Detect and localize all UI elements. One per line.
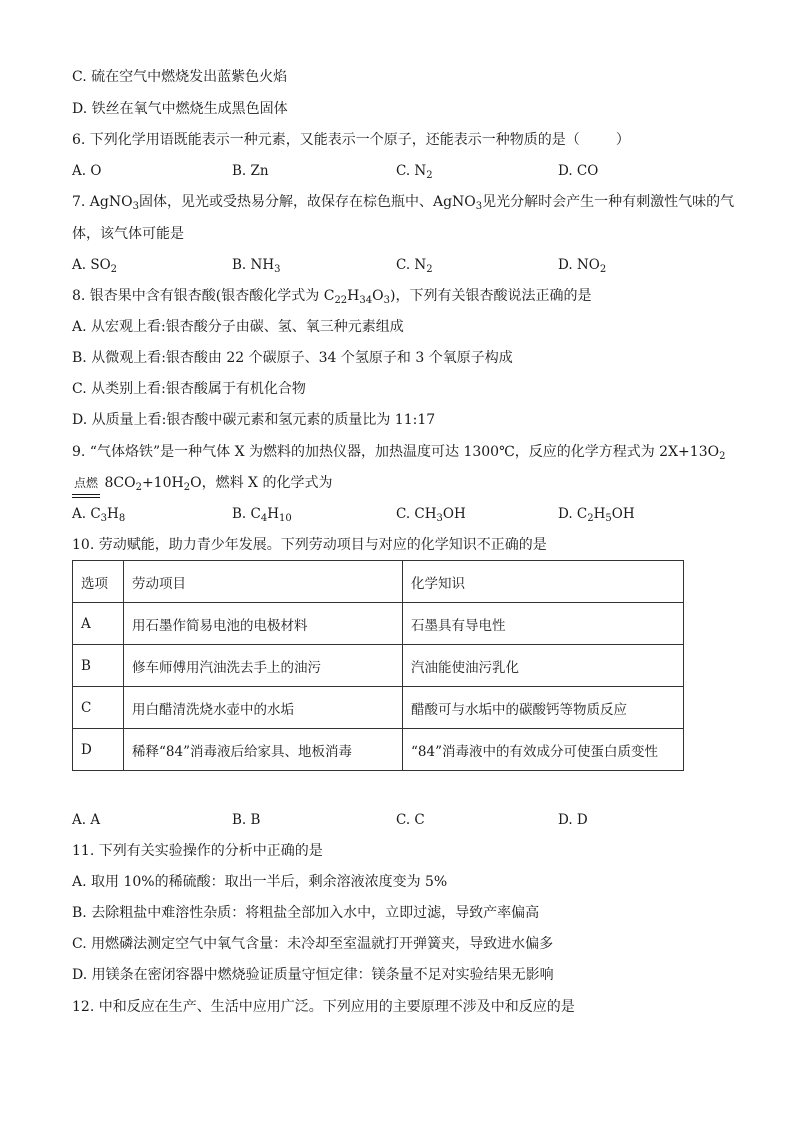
table-header: 劳动项目 bbox=[124, 561, 403, 603]
table-row bbox=[73, 603, 684, 645]
q9-option-d: D. $C_2H_5OH$ bbox=[558, 506, 635, 524]
ignite-condition: 点燃 bbox=[74, 476, 99, 490]
q10-option-c: C. C bbox=[396, 812, 425, 828]
question-11: 11. 下列有关实验操作的分析中正确的是 bbox=[72, 843, 323, 859]
table-cell: A bbox=[73, 603, 124, 645]
question-9-line2: 点燃 $8CO_2+10H_2O$，燃料 X 的化学式为 bbox=[74, 475, 333, 493]
question-10: 10. 劳动赋能，助力青少年发展。下列劳动项目与对应的化学知识不正确的是 bbox=[72, 537, 547, 553]
q9-options bbox=[72, 505, 712, 523]
q11-option-d: D. 用镁条在密闭容器中燃烧验证质量守恒定律：镁条量不足对实验结果无影响 bbox=[72, 967, 554, 983]
question-7-line2: 体，该气体可能是 bbox=[72, 226, 184, 242]
q10-options bbox=[72, 811, 712, 829]
q6-option-d: D. CO bbox=[558, 163, 599, 179]
table-cell: B bbox=[73, 645, 124, 687]
q6-option-b: B. Zn bbox=[232, 163, 269, 179]
table-row bbox=[73, 645, 684, 687]
question-8: 8. 银杏果中含有银杏酸(银杏酸化学式为 $C_{22}H_{34}O_3$)，下列有关银杏酸说法正确的是 bbox=[72, 288, 592, 306]
q6-option-c: C. $N_2$ bbox=[396, 163, 433, 181]
q9-option-a: A. $C_3H_8$ bbox=[72, 506, 126, 524]
q11-option-b: B. 去除粗盐中难溶性杂质：将粗盐全部加入水中，立即过滤，导致产率偏高 bbox=[72, 905, 540, 921]
table-cell: “84”消毒液中的有效成分可使蛋白质变性 bbox=[403, 729, 684, 771]
q7-option-a: A. $SO_2$ bbox=[72, 257, 118, 275]
question-6: 6. 下列化学用语既能表示一种元素，又能表示一个原子，还能表示一种物质的是（ ） bbox=[72, 132, 630, 148]
q8-option-d: D. 从质量上看:银杏酸中碳元素和氢元素的质量比为 11:17 bbox=[72, 412, 436, 428]
table-row bbox=[73, 687, 684, 729]
table-cell: 用石墨作简易电池的电极材料 bbox=[124, 603, 403, 645]
table-cell: 用白醋清洗烧水壶中的水垢 bbox=[124, 687, 403, 729]
table-header: 化学知识 bbox=[403, 561, 684, 603]
table-row bbox=[73, 729, 684, 771]
q10-option-d: D. D bbox=[558, 812, 588, 828]
q7-options bbox=[72, 256, 712, 274]
q9-option-c: C. $CH_3OH$ bbox=[396, 506, 466, 524]
q7-option-c: C. $N_2$ bbox=[396, 257, 433, 275]
q11-option-c: C. 用燃磷法测定空气中氧气含量：未冷却至室温就打开弹簧夹，导致进水偏多 bbox=[72, 936, 554, 952]
q5-option-c: C. 硫在空气中燃烧发出蓝紫色火焰 bbox=[72, 69, 288, 85]
question-12: 12. 中和反应在生产、生活中应用广泛。下列应用的主要原理不涉及中和反应的是 bbox=[72, 999, 575, 1015]
table-header-row bbox=[73, 561, 684, 603]
labor-knowledge-table bbox=[72, 560, 684, 771]
q10-option-a: A. A bbox=[72, 812, 101, 828]
table-cell: 稀释“84”消毒液后给家具、地板消毒 bbox=[124, 729, 403, 771]
q7-option-b: B. $NH_3$ bbox=[232, 257, 281, 275]
table-cell: 汽油能使油污乳化 bbox=[403, 645, 684, 687]
q11-option-a: A. 取用 10%的稀硫酸：取出一半后，剩余溶液浓度变为 5% bbox=[72, 874, 448, 890]
q7-option-d: D. $NO_2$ bbox=[558, 257, 607, 275]
table-cell: C bbox=[73, 687, 124, 729]
q8-option-b: B. 从微观上看:银杏酸由 22 个碳原子、34 个氢原子和 3 个氧原子构成 bbox=[72, 350, 513, 366]
q10-option-b: B. B bbox=[232, 812, 261, 828]
q6-options bbox=[72, 162, 712, 180]
table-cell: 修车师傅用汽油洗去手上的油污 bbox=[124, 645, 403, 687]
q6-option-a: A. O bbox=[72, 163, 102, 179]
table-cell: 醋酸可与水垢中的碳酸钙等物质反应 bbox=[403, 687, 684, 729]
table-header: 选项 bbox=[73, 561, 124, 603]
question-7: 7. AgNO$_3$固体，见光或受热易分解，故保存在棕色瓶中、AgNO$_3$见光分解时会产生一种有刺激性气味的气 bbox=[72, 194, 735, 212]
q9-option-b: B. $C_4H_{10}$ bbox=[232, 506, 292, 524]
q8-option-c: C. 从类别上看:银杏酸属于有机化合物 bbox=[72, 381, 306, 397]
q8-option-a: A. 从宏观上看:银杏酸分子由碳、氢、氧三种元素组成 bbox=[72, 319, 404, 335]
table-cell: 石墨具有导电性 bbox=[403, 603, 684, 645]
q5-option-d: D. 铁丝在氧气中燃烧生成黑色固体 bbox=[72, 101, 288, 117]
table-cell: D bbox=[73, 729, 124, 771]
question-9: 9. “气体烙铁”是一种气体 X 为燃料的加热仪器，加热温度可达 1300℃，反应的化学方程式为 $2X+13O_2$ bbox=[72, 444, 726, 462]
